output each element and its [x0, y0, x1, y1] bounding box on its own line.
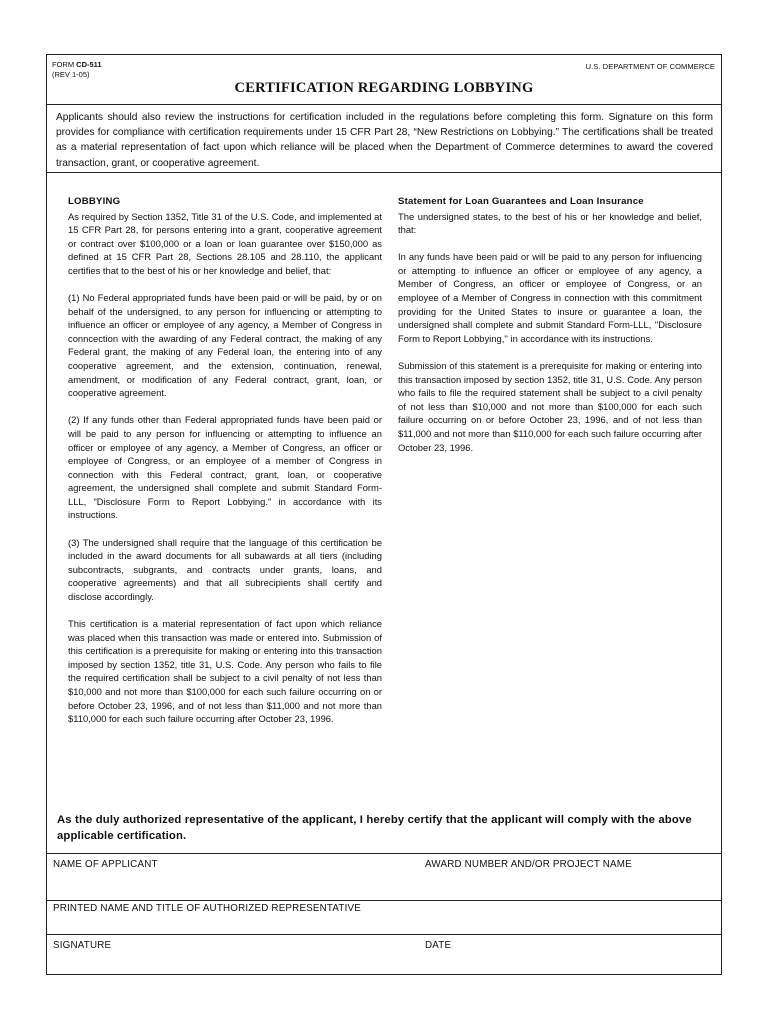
date-field[interactable]: DATE [425, 940, 452, 951]
divider [47, 172, 721, 173]
certification-statement: As the duly authorized representative of the applicant, I hereby certify that the applicant will comply with the above applicable certification. [57, 814, 692, 842]
form-revision: (REV 1-05) [52, 70, 90, 79]
divider [47, 934, 721, 935]
printed-name-field[interactable]: PRINTED NAME AND TITLE OF AUTHORIZED REPRESENTATIVE [53, 903, 361, 914]
loan-paragraph: The undersigned states, to the best of his or her knowledge and belief, that: [398, 210, 702, 236]
lobbying-heading: LOBBYING [68, 196, 121, 207]
intro-paragraph: Applicants should also review the instructions for certification included in the regulations before completing this form. Signature on this form provides for compliance with certification requirements under 15 CFR Part 28, “New Restrictions on Lobbying.” The certifications shall be treated as a material representation of fact upon which reliance will be placed when the Department of Commerce determines to award the covered transaction, grant, or cooperative agreement. [56, 112, 713, 169]
signature-field[interactable]: SIGNATURE [53, 940, 112, 951]
department-name: U.S. DEPARTMENT OF COMMERCE [585, 62, 715, 71]
lobbying-paragraph: (2) If any funds other than Federal appropriated funds have been paid or will be paid to any person for influencing or attempting to influence an officer or employee of any agency, a Member of Congress, an officer or employee of Congress, or an employee of a member of Congress in connection with this Federal contract, grant, loan, or cooperative agreement, the undersigned shall complete and submit Standard Form-LLL, "Disclosure Form to Report Lobbying." in accordance with its instructions. [68, 414, 382, 521]
loan-guarantee-section [398, 195, 702, 468]
form-title: CERTIFICATION REGARDING LOBBYING [234, 80, 534, 96]
lobbying-paragraph: This certification is a material representation of fact upon which reliance was placed when this transaction was made or entered into. Submission of this certification is a prerequisite for making or entering into this transaction imposed by section 1352, title 31, U.S. Code. Any person who fails to file the required certification shall be subject to a civil penalty of not less than $10,000 and not more than $100,000 for each such failure occurring on or before October 23, 1996, and of not less than $11,000 and not more than $110,000 for each such failure occurring after October 23, 1996. [68, 618, 382, 725]
divider [47, 900, 721, 901]
name-of-applicant-field[interactable]: NAME OF APPLICANT [53, 859, 158, 870]
loan-paragraph: In any funds have been paid or will be paid to any person for influencing or attempting to influence an officer or employee of any agency, a Member of Congress, an officer or employee of Congress, or an employee of a Member of Congress in connection with this commitment providing for the United States to insure or guarantee a loan, the undersigned shall complete and submit Standard Form-LLL, ''Disclosure Form to Report Lobbying,'' in accordance with its instructions. [398, 251, 702, 344]
award-number-field[interactable]: AWARD NUMBER AND/OR PROJECT NAME [425, 859, 632, 870]
lobbying-paragraph: (3) The undersigned shall require that the language of this certification be included in the award documents for all subawards at all tiers (including subcontracts, subgrants, and contracts under grants, loans, and cooperative agreements) and that all subrecipients shall certify and disclose accordingly. [68, 536, 382, 602]
divider [47, 853, 721, 854]
divider [47, 104, 721, 105]
lobbying-section [68, 195, 382, 739]
loan-paragraph: Submission of this statement is a prerequisite for making or entering into this transaction imposed by section 1352, title 31, U.S. Code. Any person who fails to file the required statement shall be subject to a civil penalty of not less than $10,000 and not more than $100,000 for each such failure occurring on or before October 23, 1996, and of not less than $11,000 and not more than $110,000 for each such failure occurring after October 23, 1996. [398, 359, 702, 453]
loan-heading: Statement for Loan Guarantees and Loan Insurance [398, 196, 644, 207]
form-prefix: FORM [52, 60, 77, 69]
lobbying-paragraph: As required by Section 1352, Title 31 of the U.S. Code, and implemented at 15 CFR Part 28, for persons entering into a grant, cooperative agreement or contract over $100,000 or a loan or loan guarantee over $150,000 as defined at 15 CFR Part 28, Sections 28.105 and 28.110, the applicant certifies that to the best of his or her knowledge and belief, that: [68, 210, 382, 276]
form-id [52, 60, 102, 80]
form-number: CD-511 [76, 60, 102, 69]
lobbying-paragraph: (1) No Federal appropriated funds have been paid or will be paid, by or on behalf of the undersigned, to any person for influencing or attempting to influence an officer or employee of any agency, a Member of Congress in conncection with the awarding of any Federal contract, the making of any Federal grant, the making of any Federal loan, the entering into of any cooperative agreement, and the extension, continuation, renewal, amendment, or modification of any Federal contract, grant, loan, or cooperative agreement. [68, 292, 382, 399]
lobbying-certification-form [46, 54, 722, 975]
